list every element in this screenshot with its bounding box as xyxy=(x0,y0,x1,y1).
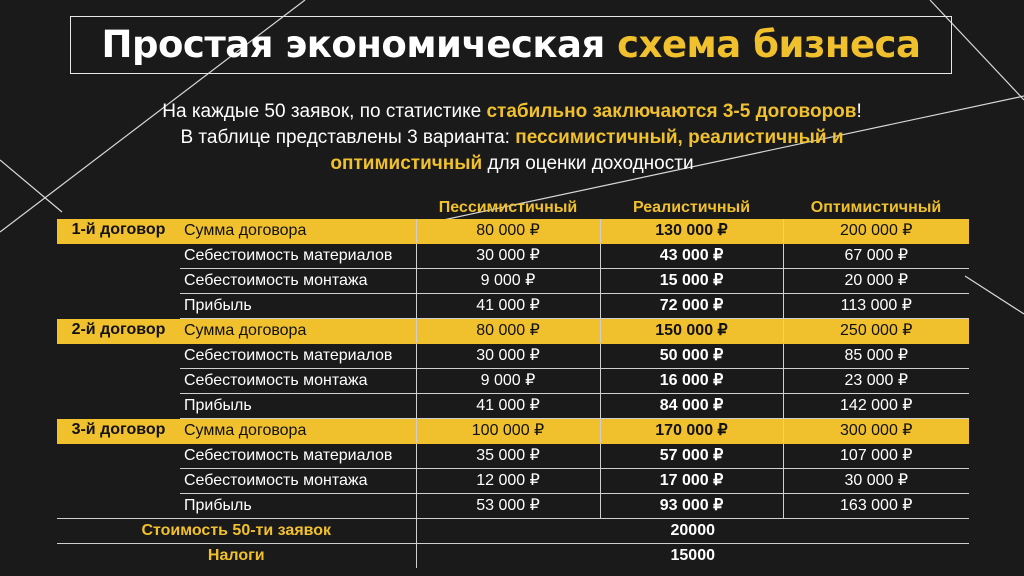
group-label: 3-й договор xyxy=(57,419,180,444)
group-spacer xyxy=(57,269,180,294)
footer-label: Стоимость 50-ти заявок xyxy=(57,519,416,544)
table-row xyxy=(57,319,969,344)
footer-label: Налоги xyxy=(57,544,416,569)
cell-pessimistic: 30 000 ₽ xyxy=(416,344,600,369)
cell-optimistic: 250 000 ₽ xyxy=(783,319,969,344)
intro-line-1-text: На каждые 50 заявок, по статистике xyxy=(162,101,487,122)
cell-optimistic: 67 000 ₽ xyxy=(783,244,969,269)
intro-line-3 xyxy=(100,151,924,177)
group-spacer xyxy=(57,369,180,394)
cell-pessimistic: 9 000 ₽ xyxy=(416,269,600,294)
row-label: Прибыль xyxy=(180,394,416,419)
group-spacer xyxy=(57,344,180,369)
row-label: Себестоимость материалов xyxy=(180,344,416,369)
cell-pessimistic: 9 000 ₽ xyxy=(416,369,600,394)
intro-line-1-end: ! xyxy=(856,101,862,122)
cell-pessimistic: 41 000 ₽ xyxy=(416,294,600,319)
header-pessimistic: Пессимистичный xyxy=(438,199,578,216)
footer-value: 15000 xyxy=(416,544,969,569)
row-label: Себестоимость материалов xyxy=(180,244,416,269)
cell-realistic: 72 000 ₽ xyxy=(600,294,783,319)
cell-realistic: 93 000 ₽ xyxy=(600,494,783,519)
cell-realistic: 50 000 ₽ xyxy=(600,344,783,369)
table-row xyxy=(57,394,969,419)
row-label: Себестоимость монтажа xyxy=(180,369,416,394)
group-spacer xyxy=(57,244,180,269)
intro-line-2-text: В таблице представлены 3 варианта: xyxy=(180,127,516,148)
cell-realistic: 57 000 ₽ xyxy=(600,444,783,469)
intro-text xyxy=(100,99,924,177)
cell-optimistic: 107 000 ₽ xyxy=(783,444,969,469)
cell-optimistic: 200 000 ₽ xyxy=(783,219,969,244)
title-accent: схема бизнеса xyxy=(617,23,921,66)
footer-row-taxes xyxy=(57,544,969,569)
footer-row-requests-cost xyxy=(57,519,969,544)
cell-pessimistic: 80 000 ₽ xyxy=(416,219,600,244)
header-realistic: Реалистичный xyxy=(632,199,751,216)
cell-pessimistic: 35 000 ₽ xyxy=(416,444,600,469)
footer-value: 20000 xyxy=(416,519,969,544)
row-label: Прибыль xyxy=(180,494,416,519)
cell-optimistic: 23 000 ₽ xyxy=(783,369,969,394)
cell-realistic: 43 000 ₽ xyxy=(600,244,783,269)
table-row xyxy=(57,469,969,494)
cell-optimistic: 300 000 ₽ xyxy=(783,419,969,444)
group-label: 2-й договор xyxy=(57,319,180,344)
intro-line-3-text: для оценки доходности xyxy=(482,153,694,174)
cell-realistic: 84 000 ₽ xyxy=(600,394,783,419)
table-row xyxy=(57,219,969,244)
cell-realistic: 16 000 ₽ xyxy=(600,369,783,394)
table-row xyxy=(57,344,969,369)
table-row xyxy=(57,294,969,319)
cell-optimistic: 85 000 ₽ xyxy=(783,344,969,369)
title-main: Простая экономическая xyxy=(101,23,605,66)
header-empty-1 xyxy=(57,197,180,219)
row-label: Сумма договора xyxy=(180,419,416,444)
cell-optimistic: 113 000 ₽ xyxy=(783,294,969,319)
group-spacer xyxy=(57,394,180,419)
intro-line-1 xyxy=(100,99,924,125)
intro-line-1-highlight: стабильно заключаются 3-5 договоров xyxy=(486,101,857,122)
cell-realistic: 130 000 ₽ xyxy=(600,219,783,244)
cell-optimistic: 142 000 ₽ xyxy=(783,394,969,419)
table-row xyxy=(57,444,969,469)
cell-realistic: 150 000 ₽ xyxy=(600,319,783,344)
title-box xyxy=(70,16,952,74)
cell-pessimistic: 80 000 ₽ xyxy=(416,319,600,344)
table-header-row xyxy=(57,197,969,219)
group-spacer xyxy=(57,294,180,319)
cell-realistic: 170 000 ₽ xyxy=(600,419,783,444)
row-label: Сумма договора xyxy=(180,219,416,244)
cell-optimistic: 30 000 ₽ xyxy=(783,469,969,494)
group-spacer xyxy=(57,444,180,469)
page-title xyxy=(71,17,951,73)
group-label: 1-й договор xyxy=(57,219,180,244)
group-spacer xyxy=(57,469,180,494)
cell-optimistic: 20 000 ₽ xyxy=(783,269,969,294)
intro-line-2-highlight: пессимистичный, реалистичный и xyxy=(515,127,844,148)
row-label: Прибыль xyxy=(180,294,416,319)
table-row xyxy=(57,369,969,394)
table-row xyxy=(57,419,969,444)
header-empty-2 xyxy=(180,197,416,219)
intro-line-2 xyxy=(100,125,924,151)
cell-realistic: 17 000 ₽ xyxy=(600,469,783,494)
row-label: Себестоимость материалов xyxy=(180,444,416,469)
cell-pessimistic: 30 000 ₽ xyxy=(416,244,600,269)
table-row xyxy=(57,244,969,269)
row-label: Себестоимость монтажа xyxy=(180,269,416,294)
cell-pessimistic: 100 000 ₽ xyxy=(416,419,600,444)
table-row xyxy=(57,494,969,519)
cell-pessimistic: 41 000 ₽ xyxy=(416,394,600,419)
economics-table xyxy=(57,197,969,568)
group-spacer xyxy=(57,494,180,519)
header-optimistic: Оптимистичный xyxy=(810,199,942,216)
cell-realistic: 15 000 ₽ xyxy=(600,269,783,294)
row-label: Себестоимость монтажа xyxy=(180,469,416,494)
cell-optimistic: 163 000 ₽ xyxy=(783,494,969,519)
cell-pessimistic: 12 000 ₽ xyxy=(416,469,600,494)
row-label: Сумма договора xyxy=(180,319,416,344)
table-row xyxy=(57,269,969,294)
intro-line-3-highlight: оптимистичный xyxy=(330,153,483,174)
cell-pessimistic: 53 000 ₽ xyxy=(416,494,600,519)
